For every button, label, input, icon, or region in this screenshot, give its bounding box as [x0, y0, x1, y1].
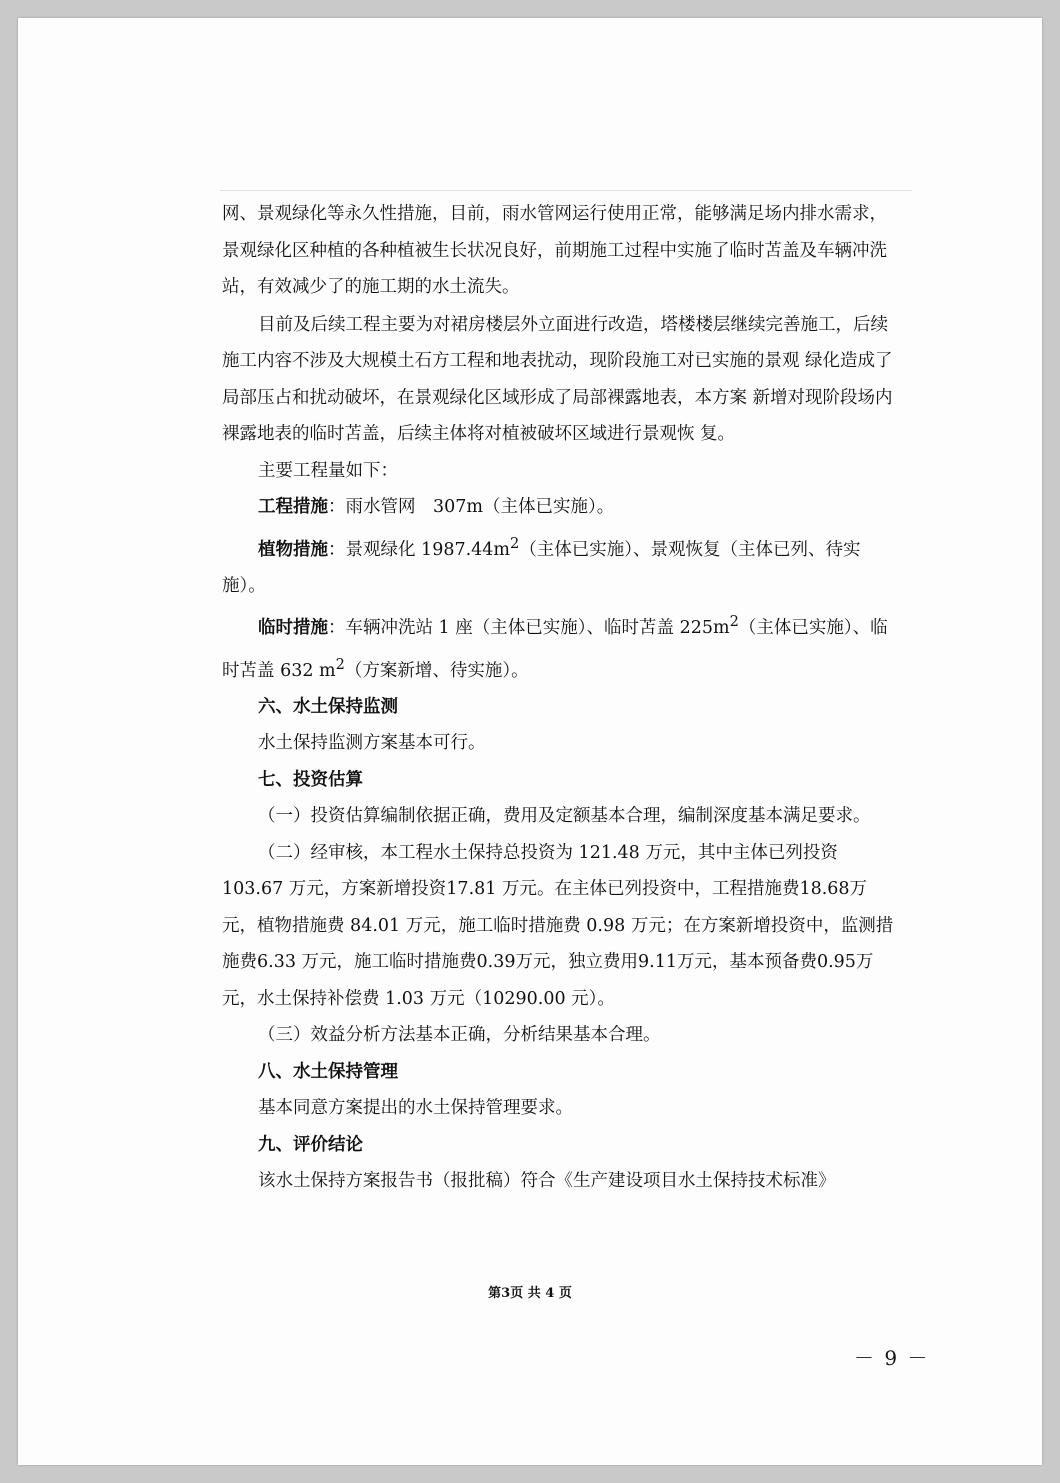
- scan-edge-line: [220, 190, 912, 191]
- superscript: 2: [510, 534, 520, 552]
- document-body: [222, 196, 894, 1200]
- temporary-measures: [222, 604, 894, 689]
- heading-management: 八、水土保持管理: [258, 1061, 398, 1082]
- superscript: 2: [335, 655, 345, 673]
- paragraph-investment-1: （一）投资估算编制依据正确，费用及定额基本合理，编制深度基本满足要求。: [258, 806, 871, 827]
- paragraph-monitoring: 水土保持监测方案基本可行。: [258, 733, 486, 754]
- temporary-measures-text-3: （方案新增、待实施）。: [344, 660, 529, 681]
- temporary-measures-label: 临时措施: [258, 618, 328, 639]
- paragraph-conclusion: 该水土保持方案报告书（报批稿）符合《生产建设项目水土保持技术标准》: [258, 1171, 836, 1192]
- engineering-measures-label: 工程措施: [258, 497, 328, 517]
- temporary-measures-text-2: （主体已实施）、临时苫盖 632 m: [222, 618, 888, 681]
- page-footer: 第3页 共 4 页: [488, 1286, 572, 1301]
- plant-measures: [222, 526, 894, 605]
- superscript: 2: [729, 613, 739, 631]
- plant-measures-text-2: （主体已实施）、景观恢复（主体已列、待实施）。: [222, 539, 861, 596]
- paragraph-follow-up-works: 目前及后续工程主要为对裙房楼层外立面进行改造，塔楼楼层继续完善施工，后续施工内容不涉及大规模土石方工程和地表扰动，现阶段施工对已实施的景观 绿化造成了局部压占和扰动破坏，在景观绿化区域形成了局部裸露地表，本方案 新增对现阶段场内裸露地表的临时苫盖，后续主体将对植被破坏区域进行景观恢 复。: [222, 314, 893, 444]
- heading-conclusion: 九、评价结论: [258, 1134, 363, 1155]
- document-page: [18, 18, 1042, 1465]
- temporary-measures-text: ：车辆冲洗站 1 座（主体已实施）、临时苫盖 225m: [328, 618, 730, 639]
- paragraph-quantities-intro: 主要工程量如下：: [258, 460, 398, 481]
- paragraph-investment-3: （三）效益分析方法基本正确，分析结果基本合理。: [258, 1025, 661, 1046]
- engineering-measures-text: ：雨水管网 307m（主体已实施）。: [328, 497, 615, 517]
- engineering-measures: [222, 489, 894, 526]
- paragraph-management: 基本同意方案提出的水土保持管理要求。: [258, 1098, 573, 1119]
- heading-investment: 七、投资估算: [258, 769, 363, 790]
- page-number: － 9 －: [854, 1346, 930, 1370]
- plant-measures-label: 植物措施: [258, 539, 328, 560]
- paragraph-continuation: 网、景观绿化等永久性措施，目前，雨水管网运行使用正常，能够满足场内排水需求，景观绿化区种植的各种植被生长状况良好，前期施工过程中实施了临时苫盖及车辆冲洗站，有效减少了的施工期的水土流失。: [222, 204, 887, 297]
- heading-monitoring: 六、水土保持监测: [258, 696, 398, 717]
- paragraph-investment-2: （二）经审核，本工程水土保持总投资为 121.48 万元，其中主体已列投资 103.67 万元，方案新增投资17.81 万元。在主体已列投资中，工程措施费18.68万元，植物措施费 84.01 万元，施工临时措施费 0.98 万元；在方案新增投资中，监测措施费6.33 万元，施工临时措施费0.39万元，独立费用9.11万元，基本预备费0.95万元，水土保持补偿费 1.03 万元（10290.00 元）。: [222, 842, 894, 1009]
- plant-measures-text: ：景观绿化 1987.44m: [328, 539, 511, 560]
